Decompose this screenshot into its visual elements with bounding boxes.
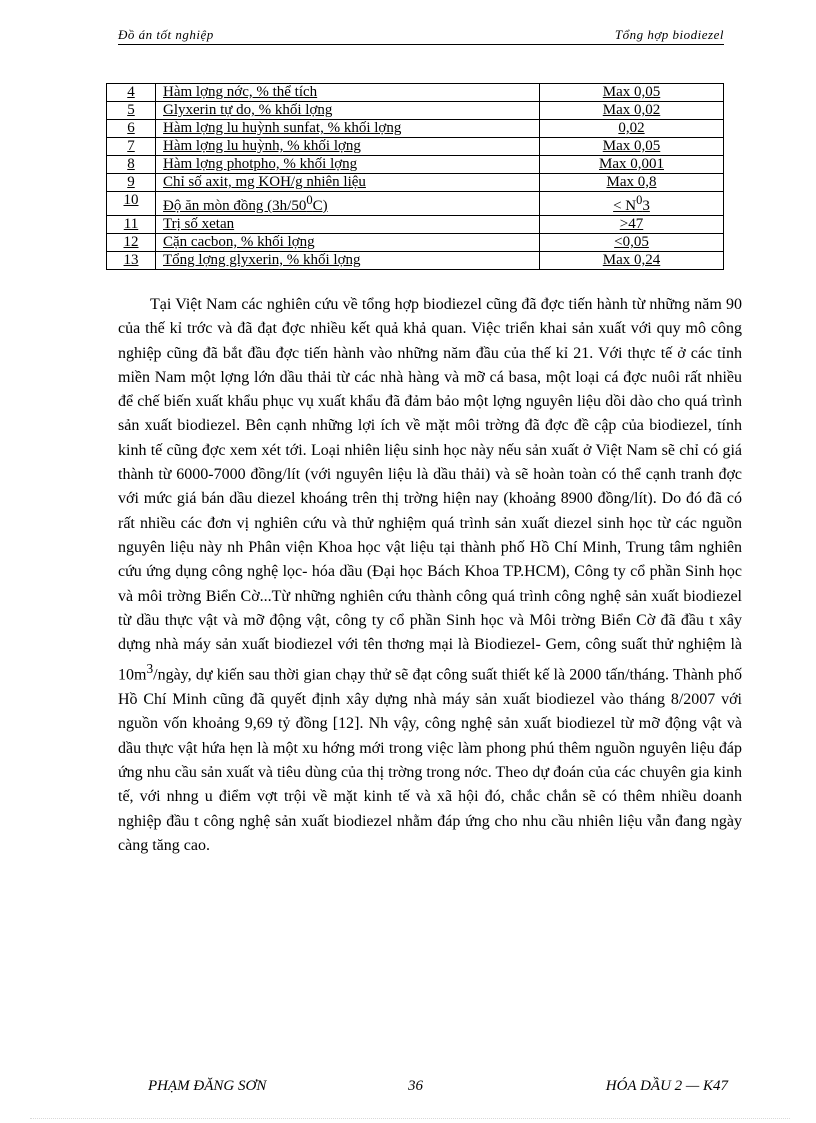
- row-number: 7: [107, 138, 156, 156]
- property-value: Max 0,05: [540, 84, 724, 102]
- property-value: [540, 192, 724, 216]
- table-row: [107, 120, 724, 138]
- body-paragraph: [118, 293, 742, 858]
- paragraph-part-2: /ngày, dự kiến sau thời gian chạy thử sẽ đạt công suất thiết kế là 2000 tấn/tháng. Thành phố Hồ Chí Minh cũng đã quyết định xây dựng nhà máy sản xuất biodiezel vào tháng 8/2007 với nguồn vốn khoảng 9,69 tỷ đồng [12]. Nh vậy, công nghệ sản xuất biodiezel từ mỡ động vật và dầu thực vật hứa hẹn là một xu hớng mới trong việc làm phong phú thêm nguồn nguyên liệu đáp ứng nhu cầu sản xuất và tiêu dùng của thị trờng trong nớc. Theo dự đoán của các chuyên gia kinh tế, với nhng u điểm vợt trội về mặt kinh tế và xã hội đó, chắc chắn sẽ có thêm nhiều doanh nghiệp đầu t công nghệ sản xuất biodiezel nhằm đáp ứng cho nhu cầu nhiên liệu vẫn đang ngày càng tăng cao.: [118, 666, 742, 854]
- value-prefix: < N: [613, 198, 637, 214]
- table-row: [107, 216, 724, 234]
- header-right-title: Tổng hợp biodiezel: [614, 27, 724, 42]
- property-name: Chỉ số axit, mg KOH/g nhiên liệu: [156, 174, 540, 192]
- footer-class: HÓA DẦU 2 — K47: [605, 1078, 728, 1094]
- table-row: [107, 192, 724, 216]
- property-value: Max 0,05: [540, 138, 724, 156]
- row-number: 11: [107, 216, 156, 234]
- property-value: Max 0,001: [540, 156, 724, 174]
- property-value: >47: [540, 216, 724, 234]
- page-footer: [148, 1078, 728, 1100]
- header-left-title: Đồ án tốt nghiệp: [118, 27, 214, 42]
- table-row: [107, 252, 724, 270]
- value-suffix: 3: [642, 198, 650, 214]
- property-value: <0,05: [540, 234, 724, 252]
- property-value: Max 0,02: [540, 102, 724, 120]
- table-row: [107, 156, 724, 174]
- table-row: [107, 174, 724, 192]
- row-number: 5: [107, 102, 156, 120]
- row-number: 9: [107, 174, 156, 192]
- footer-divider: [30, 1118, 790, 1119]
- property-value: 0,02: [540, 120, 724, 138]
- property-name: Tổng lợng glyxerin, % khối lợng: [156, 252, 540, 270]
- property-name: Hàm lợng lu huỳnh sunfat, % khối lợng: [156, 120, 540, 138]
- table-row: [107, 234, 724, 252]
- table-row: [107, 84, 724, 102]
- property-name-unit: C): [312, 198, 328, 214]
- biodiesel-spec-table: [106, 83, 724, 270]
- row-number: 6: [107, 120, 156, 138]
- footer-page-number: 36: [408, 1078, 423, 1094]
- property-name: Hàm lợng lu huỳnh, % khối lợng: [156, 138, 540, 156]
- footer-author: PHẠM ĐĂNG SƠN: [148, 1078, 267, 1094]
- cubic-superscript: 3: [146, 661, 154, 677]
- property-name: Hàm lợng photpho, % khối lợng: [156, 156, 540, 174]
- property-name: Trị số xetan: [156, 216, 540, 234]
- row-number: 8: [107, 156, 156, 174]
- row-number: 10: [107, 192, 156, 216]
- row-number: 4: [107, 84, 156, 102]
- row-number: 13: [107, 252, 156, 270]
- degree-superscript: 0: [306, 193, 313, 207]
- value-superscript: 0: [636, 193, 643, 207]
- property-value: Max 0,8: [540, 174, 724, 192]
- paragraph-part-1: Tại Việt Nam các nghiên cứu về tổng hợp biodiezel cũng đã đợc tiến hành từ những năm 90 của thế kỉ trớc và đã đạt đợc nhiều kết quả khả quan. Việc triển khai sản xuất với quy mô công nghiệp cũng đã bắt đầu đợc tiến hành vào những năm đầu của thế kỉ 21. Với thực tế ở các tỉnh miền Nam một lợng lớn dầu thải từ các nhà hàng và mỡ cá basa, một loại cá đợc nuôi rất nhiều để chế biến xuất khẩu phục vụ xuất khẩu đã đảm bảo một lợng nguyên liệu dồi dào cho quá trình sản xuất biodiezel. Bên cạnh những lợi ích về mặt môi trờng đã đợc đề cập của biodiezel, tính kinh tế cũng đợc xem xét tới. Loại nhiên liệu sinh học này nếu sản xuất ở Việt Nam sẽ chỉ có giá thành từ 6000-7000 đồng/lít (với nguyên liệu là dầu thải) và sẽ hoàn toàn có thể cạnh tranh đợc với mức giá bán dầu diezel khoáng trên thị trờng hiện nay (khoảng 8900 đồng/lít). Do đó đã có rất nhiều các đơn vị nghiên cứu và thử nghiệm quá trình sản xuất diezel sinh học từ các nguồn nguyên liệu này nh Phân viện Khoa học vật liệu tại thành phố Hồ Chí Minh, Trung tâm nghiên cứu ứng dụng công nghệ lọc- hóa dầu (Đại học Bách Khoa TP.HCM), Công ty cổ phần Sinh học và môi trờng Biển Cờ...Từ những nghiên cứu thành công quá trình công nghệ sản xuất biodiezel từ dầu thực vật và mỡ động vật, công ty cổ phần Sinh học và Môi trờng Biển Cờ đã đầu t xây dựng nhà máy sản xuất biodiezel với tên thơng mại là Biodiezel- Gem, công suất thử nghiệm là 10m: [118, 296, 742, 684]
- property-name: Glyxerin tự do, % khối lợng: [156, 102, 540, 120]
- property-name: Hàm lợng nớc, % thể tích: [156, 84, 540, 102]
- table-row: [107, 102, 724, 120]
- table-row: [107, 138, 724, 156]
- property-name: [156, 192, 540, 216]
- property-value: Max 0,24: [540, 252, 724, 270]
- paragraph-text: [118, 293, 742, 858]
- page-header: [118, 28, 724, 45]
- row-number: 12: [107, 234, 156, 252]
- property-name: Cặn cacbon, % khối lợng: [156, 234, 540, 252]
- property-name-text: Độ ăn mòn đồng (3h/50: [163, 198, 307, 214]
